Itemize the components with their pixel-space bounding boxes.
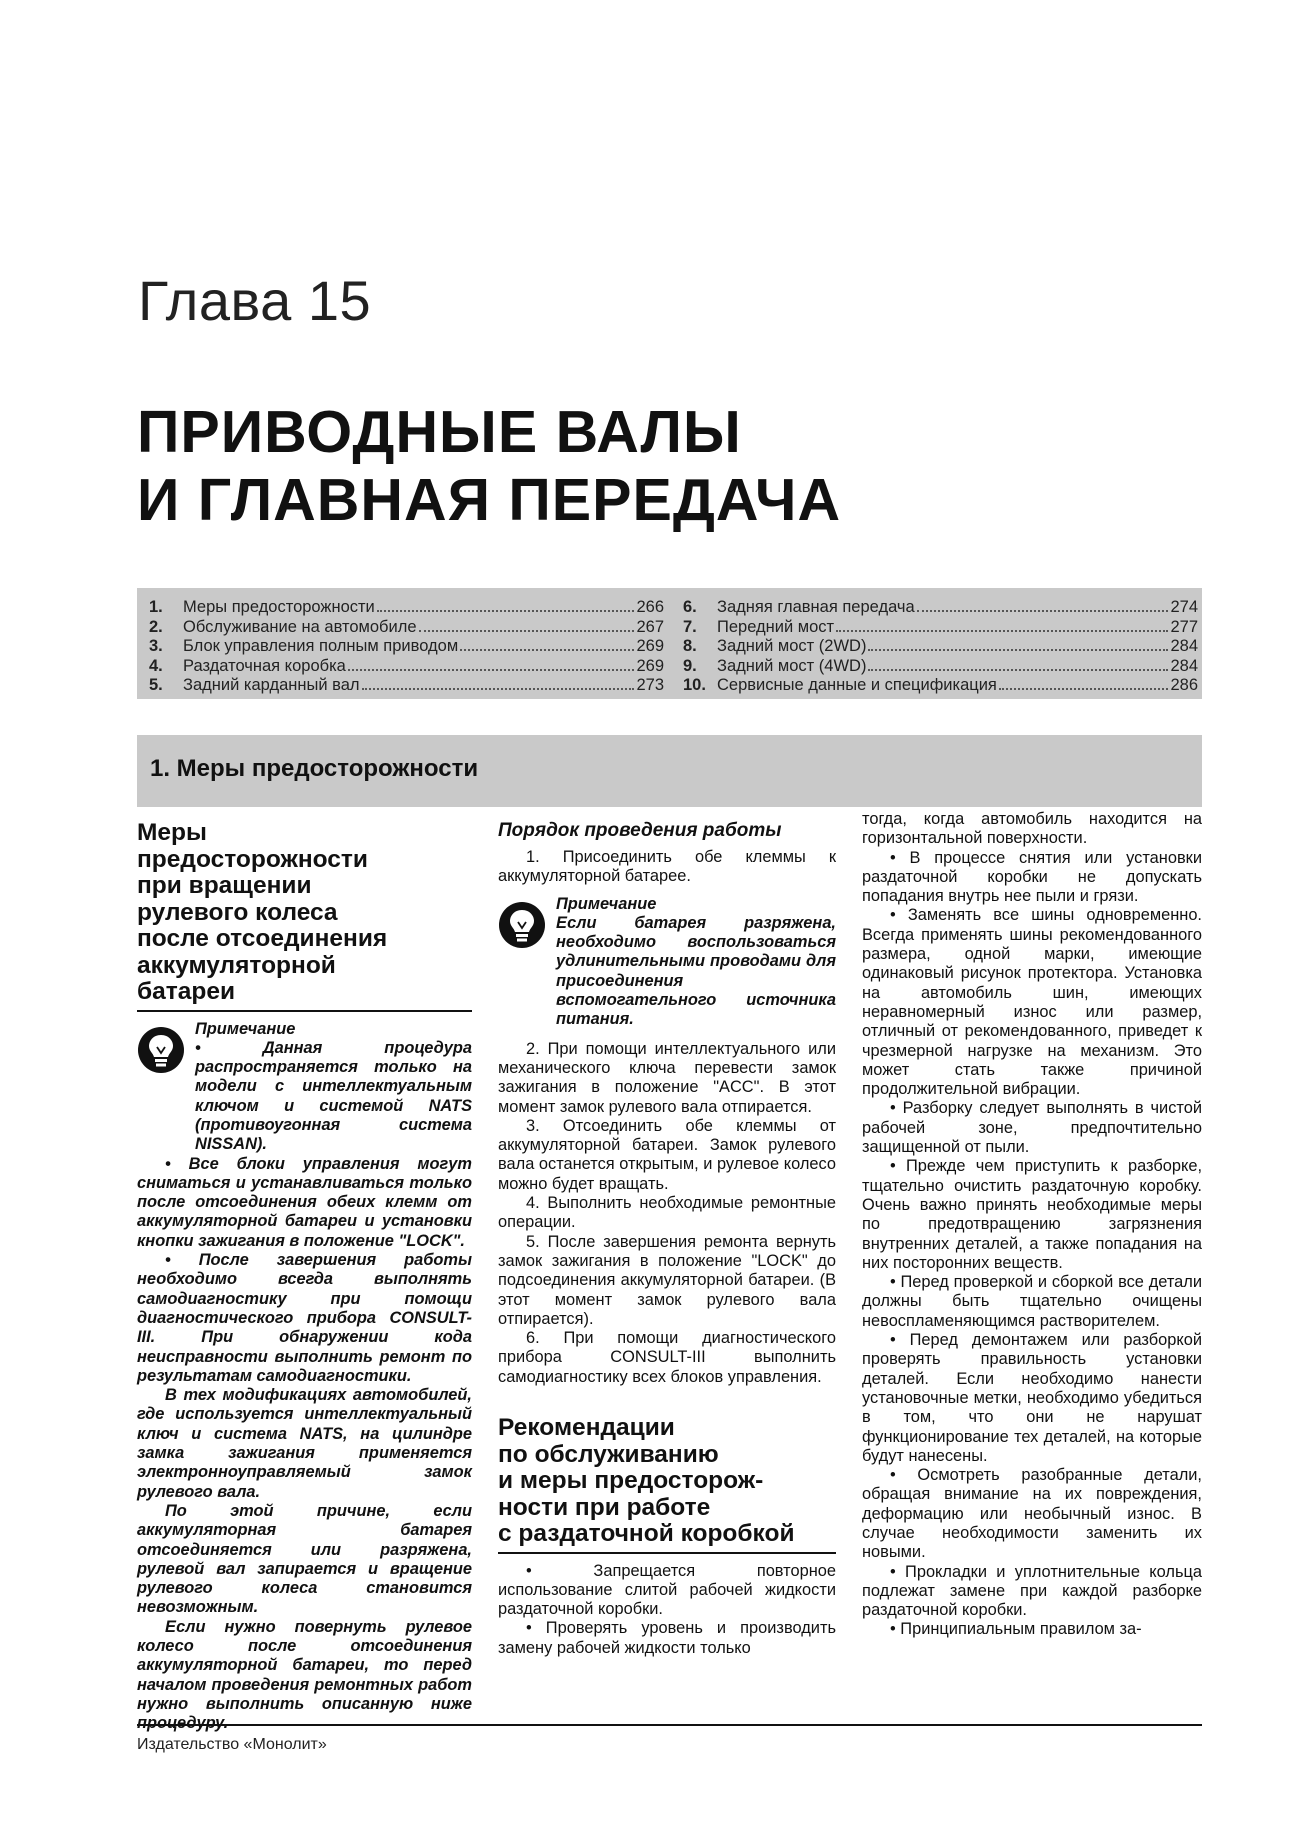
heading-line: по обслуживанию [498,1440,719,1468]
lightbulb-note-icon [137,1026,185,1074]
note-title: Примечание [556,894,657,913]
toc-item[interactable] [149,598,664,618]
lightbulb-note-icon [498,901,546,949]
publisher-footer: Издательство «Монолит» [137,1736,327,1753]
note-paragraph: • Все блоки управления могут сниматься и устанавливаться только после отсоединения обеих клемм от аккумуляторной батареи и установки кнопки зажигания в положение "LOCK". [137,1154,472,1250]
heading-line: Меры [137,819,207,846]
note-paragraph: В тех модификациях автомобилей, где используется интеллектуальный ключ и система NATS, на цилиндре замка зажигания применяется электронноуправляемый замок рулевого вала. [137,1386,472,1501]
note-paragraph: По этой причине, если аккумуляторная батарея отсоединяется или разряжена, рулевой вал запирается и вращение рулевого колеса становится невозможным. [137,1501,472,1617]
column-1 [137,820,472,1733]
toc-item-label: Задний мост (4WD) [717,656,867,675]
column-2 [498,820,836,1658]
bullet-paragraph: • Прежде чем приступить к разборке, тщательно очистить раздаточную коробку. Очень важно принять необходимые меры по предотвращению загрязнения внутренних деталей, а также попадания на них посторонних веществ. [862,1157,1202,1272]
toc-item-label: Задний мост (2WD) [717,637,867,655]
toc-leader [868,649,1168,651]
procedure-step: 3. Отсоединить обе клеммы от аккумуляторной батареи. Замок рулевого вала останется открытым, и рулевое колесо можно будет вращать. [498,1116,836,1193]
bullet-paragraph: • Проверять уровень и производить замену рабочей жидкости только [498,1619,836,1657]
note-title: Примечание [195,1019,296,1038]
toc-item[interactable] [683,657,1198,677]
procedure-step: 5. После завершения ремонта вернуть замок зажигания в положение "LOCK" до подсоединения аккумуляторной батареи. (В этот момент замок рулевого вала отпирается). [498,1232,836,1328]
toc-item-page: 286 [1170,676,1198,694]
heading-line: с раздаточной коробкой [498,1520,795,1548]
toc-item-number: 9. [683,656,697,675]
toc-leader [419,630,635,632]
toc-item-label: Задний карданный вал [183,676,360,694]
toc-item[interactable] [683,676,1198,696]
toc-item-number: 4. [149,656,163,675]
toc-item[interactable] [683,618,1198,638]
chapter-label: Глава 15 [138,269,372,332]
procedure-step: 6. При помощи диагностического прибора CONSULT-III выполнить самодиагностику всех блоков управления. [498,1329,836,1386]
heading-line: рулевого колеса [137,898,338,926]
heading-line: после отсоединения [137,925,388,952]
toc-item-number: 1. [149,598,163,616]
toc-item-page: 269 [636,637,664,655]
toc-leader [917,610,1169,612]
column-2-heading [498,1415,836,1548]
toc-item-page: 269 [636,656,664,675]
note-paragraph: • После завершения работы необходимо всегда выполнять самодиагностику при помощи диагностического прибора CONSULT-III. При обнаружении кода неисправности выполнить ремонт по результатам самодиагностики. [137,1251,472,1385]
toc-item-label: Обслуживание на автомобиле [183,617,417,636]
toc-item-number: 6. [683,598,697,616]
toc-item-page: 266 [636,598,664,616]
heading-line: ности при работе [498,1493,711,1521]
toc-leader [868,669,1168,671]
toc-item-number: 3. [149,637,163,655]
table-of-contents [137,588,1202,699]
footer-rule [137,1724,1202,1726]
note-block [137,1020,472,1155]
note-text: Если батарея разряжена, необходимо воспользоваться удлинительными проводами для присоединения вспомогательного источника питания. [556,913,836,1029]
toc-item-page: 267 [636,617,664,636]
toc-item-number: 10. [683,676,706,694]
column-3 [862,810,1202,1640]
toc-leader [362,688,635,690]
heading-rule [137,1010,472,1012]
toc-item-label: Сервисные данные и спецификация [717,676,997,694]
toc-leader [460,649,634,651]
toc-item[interactable] [149,657,664,677]
toc-item-page: 274 [1170,598,1198,616]
toc-item-label: Задняя главная передача [717,598,915,616]
toc-item-page: 284 [1170,656,1198,675]
toc-item-page: 284 [1170,637,1198,655]
toc-leader [348,669,635,671]
toc-item-page: 277 [1170,617,1198,636]
toc-item-number: 2. [149,617,163,636]
heading-line: батареи [137,978,236,1005]
bullet-paragraph: • Перед демонтажем или разборкой проверять правильность установки деталей. Если необходимо нанести установочные метки, необходимо убедиться в том, что они не нарушат функционирование тех деталей, на которые будут нанесены. [862,1331,1202,1465]
toc-item-label: Раздаточная коробка [183,656,346,675]
procedure-heading: Порядок проведения работы [498,820,782,841]
toc-leader [836,630,1168,632]
chapter-title-line-1: ПРИВОДНЫЕ ВАЛЫ [137,399,742,465]
toc-item-page: 273 [636,676,664,694]
toc-item[interactable] [149,676,664,696]
toc-item[interactable] [683,637,1198,657]
section-heading-bar [137,735,1202,807]
procedure-step: 1. Присоединить обе клеммы к аккумуляторной батарее. [498,848,836,886]
note-paragraph: Если нужно повернуть рулевое колесо после отсоединения аккумуляторной батареи, то перед началом проведения ремонтных работ нужно выполнить описанную ниже [137,1617,472,1713]
bullet-paragraph: • Запрещается повторное использование слитой рабочей жидкости раздаточной коробки. [498,1561,836,1619]
toc-item-label: Меры предосторожности [183,598,375,616]
toc-item[interactable] [149,618,664,638]
toc-item[interactable] [149,637,664,657]
bullet-paragraph: • Принципиальным правилом за- [890,1620,1142,1639]
heading-rule [498,1552,836,1554]
toc-leader [999,688,1169,690]
column-1-heading [137,820,472,1006]
bullet-paragraph: • Осмотреть разобранные детали, обращая внимание на их повреждения, деформацию или необычный износ. В случае необходимости заменить их новыми. [862,1466,1202,1562]
section-heading: 1. Меры предосторожности [150,755,479,782]
toc-leader [377,610,635,612]
heading-line: Рекомендации [498,1414,675,1442]
bullet-paragraph: • Перед проверкой и сборкой все детали должны быть тщательно очищены невоспламеняющимся растворителем. [862,1273,1202,1330]
note-block [498,895,836,1030]
heading-line: при вращении [137,872,312,899]
toc-column-left [149,598,664,696]
toc-item-label: Блок управления полным приводом [183,637,459,655]
heading-line: предосторожности [137,845,368,873]
toc-item-number: 8. [683,637,697,655]
toc-item-number: 7. [683,617,697,636]
body-paragraph: тогда, когда автомобиль находится на горизонтальной поверхности. [862,810,1202,848]
chapter-title-line-2: И ГЛАВНАЯ ПЕРЕДАЧА [137,467,842,533]
bullet-paragraph: • Заменять все шины одновременно. Всегда применять шины рекомендованного размера, одной марки, имеющие одинаковый рисунок протектора. Установка на автомобиль шин, имеющих неравномерный износ или размер, отличный от рекомендованного, приведет к чрезмерной нагрузке на механизм. Это может стать также причиной продолжительной вибрации. [862,906,1202,1099]
toc-item-label: Передний мост [717,617,835,636]
bullet-paragraph: • Разборку следует выполнять в чистой рабочей зоне, предпочтительно защищенной от пыли. [862,1099,1202,1157]
toc-column-right [683,598,1198,696]
bullet-paragraph: • В процессе снятия или установки раздаточной коробки не допускать попадания внутрь нее пыли и грязи. [862,848,1202,906]
heading-line: и меры предосторож- [498,1467,764,1495]
toc-item[interactable] [683,598,1198,618]
heading-line: аккумуляторной [137,951,336,979]
procedure-step: 4. Выполнить необходимые ремонтные операции. [498,1194,836,1232]
bullet-paragraph: • Прокладки и уплотнительные кольца подлежат замене при каждой разборке раздаточной коробки. [862,1562,1202,1620]
note-paragraph: • Данная процедура распространяется только на модели с интеллектуальным ключом и системой NATS (противоугонная система NISSAN). [195,1038,472,1154]
chapter-title [137,398,841,534]
toc-item-number: 5. [149,676,163,694]
procedure-step: 2. При помощи интеллектуального или механического ключа перевести замок зажигания в положение "ACC". В этот момент замок рулевого вала отпирается. [498,1039,836,1116]
